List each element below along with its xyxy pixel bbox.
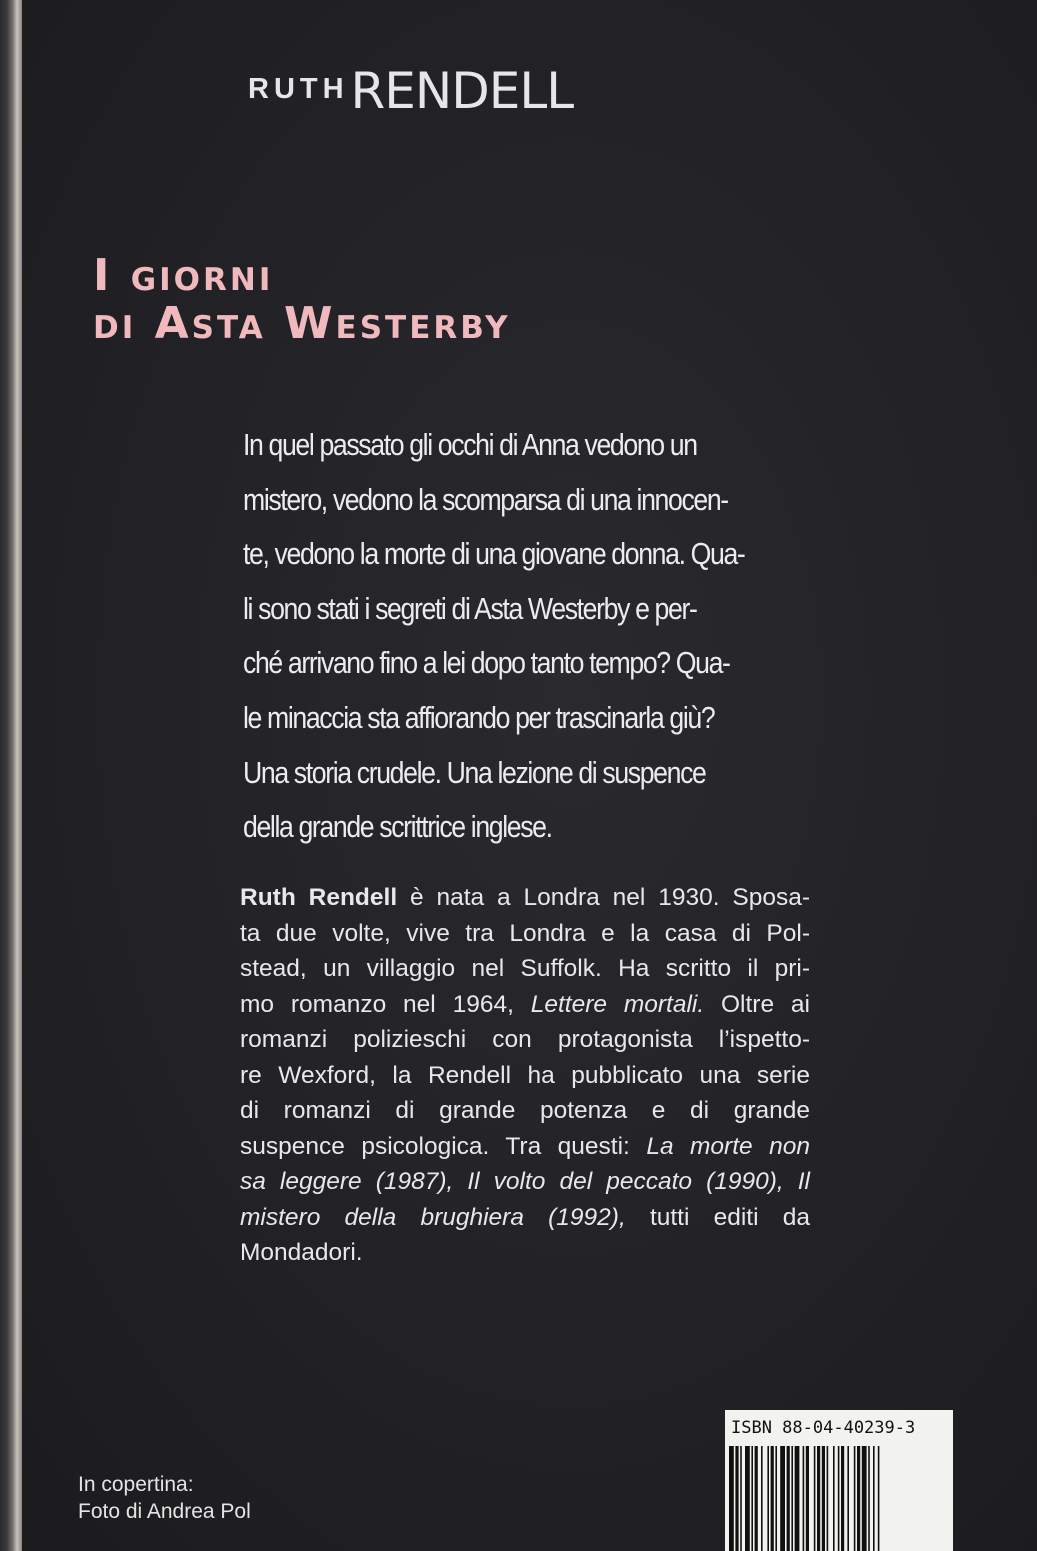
book-title-italic: La morte non bbox=[646, 1132, 810, 1160]
barcode-bar bbox=[814, 1446, 816, 1551]
author-bio bbox=[240, 880, 810, 1271]
blurb-line: della grande scrittrice inglese. bbox=[243, 809, 552, 845]
barcode-bar bbox=[873, 1446, 875, 1551]
book-title bbox=[93, 252, 511, 348]
barcode-bar bbox=[868, 1446, 870, 1551]
barcode-bar bbox=[806, 1446, 809, 1551]
isbn-number: ISBN 88-04-40239-3 bbox=[731, 1418, 916, 1438]
barcode-bar bbox=[857, 1446, 860, 1551]
blurb-line: li sono stati i segreti di Asta Westerby e per- bbox=[243, 590, 697, 626]
barcode-bar bbox=[817, 1446, 820, 1551]
book-title-line-1: I giorni bbox=[93, 250, 274, 301]
barcode-bar bbox=[803, 1446, 805, 1551]
barcode-bar bbox=[751, 1446, 753, 1551]
book-title-line-2: di Asta Westerby bbox=[93, 298, 511, 349]
author-first-name: RUTH bbox=[248, 73, 349, 105]
barcode-bar bbox=[729, 1446, 734, 1551]
barcode-bar bbox=[841, 1446, 844, 1551]
barcode-bar bbox=[833, 1446, 835, 1551]
author-last-name: RENDELL bbox=[350, 62, 574, 120]
barcode-bar bbox=[878, 1446, 880, 1551]
barcode-bar bbox=[761, 1446, 763, 1551]
cover-credits bbox=[78, 1471, 251, 1525]
blurb-line: ché arrivano fino a lei dopo tanto tempo? Qua- bbox=[243, 645, 730, 681]
bio-line: re Wexford, la Rendell ha pubblicato una serie bbox=[240, 1061, 810, 1089]
blurb-line: In quel passato gli occhi di Anna vedono un bbox=[243, 427, 697, 462]
barcode-bar bbox=[745, 1446, 750, 1551]
blurb-text bbox=[243, 418, 813, 855]
blurb-line: Una storia crudele. Una lezione di suspence bbox=[243, 754, 706, 790]
spine-edge bbox=[0, 0, 22, 1551]
barcode-bars bbox=[729, 1446, 949, 1551]
credits-line-1: In copertina: bbox=[78, 1473, 194, 1496]
barcode-sticker bbox=[725, 1410, 953, 1551]
barcode-bar bbox=[838, 1446, 840, 1551]
barcode-bar bbox=[827, 1446, 829, 1551]
bio-line: Mondadori. bbox=[240, 1239, 363, 1266]
bio-line: Ruth Rendell è nata a Londra nel 1930. Sposa- bbox=[240, 884, 810, 911]
book-title-italic: sa leggere (1987), Il volto del peccato (1990), Il bbox=[240, 1168, 810, 1195]
book-title-italic: Lettere mortali. bbox=[530, 990, 705, 1018]
blurb-line: le minaccia sta affiorando per trascinarla giù? bbox=[243, 699, 715, 735]
barcode-bar bbox=[787, 1446, 790, 1551]
bio-line bbox=[240, 1164, 810, 1200]
barcode-bar bbox=[740, 1446, 742, 1551]
credits-line-2: Foto di Andrea Pol bbox=[78, 1500, 251, 1523]
bio-line: di romanzi di grande potenza e di grande bbox=[240, 1097, 810, 1124]
bio-line: mistero della brughiera (1992), tutti editi da bbox=[240, 1203, 810, 1231]
bio-author-name: Ruth Rendell bbox=[240, 884, 398, 911]
bio-line: suspence psicologica. Tra questi: La morte non bbox=[240, 1132, 810, 1160]
barcode-bar bbox=[755, 1446, 758, 1551]
bio-line: stead, un villaggio nel Suffolk. Ha scritto il pri- bbox=[240, 955, 810, 982]
book-title-italic: mistero della brughiera (1992), bbox=[240, 1203, 626, 1231]
blurb-line: te, vedono la morte di una giovane donna. Qua- bbox=[243, 536, 745, 572]
barcode-bar bbox=[735, 1446, 738, 1551]
barcode-bar bbox=[847, 1446, 849, 1551]
barcode-bar bbox=[775, 1446, 777, 1551]
barcode-bar bbox=[771, 1446, 774, 1551]
author-name bbox=[248, 62, 573, 120]
bio-line: ta due volte, vive tra Londra e la casa di Pol- bbox=[240, 919, 810, 947]
bio-line: romanzi polizieschi con protagonista l’ispetto- bbox=[240, 1026, 810, 1053]
blurb-line: mistero, vedono la scomparsa di una innocen- bbox=[243, 481, 728, 517]
barcode-bar bbox=[822, 1446, 825, 1551]
barcode-bar bbox=[780, 1446, 785, 1551]
barcode-bar bbox=[854, 1446, 856, 1551]
barcode-bar bbox=[862, 1446, 867, 1551]
bio-line: mo romanzo nel 1964, Lettere mortali. Oltre ai bbox=[240, 990, 810, 1018]
barcode-bar bbox=[791, 1446, 793, 1551]
barcode-bar bbox=[795, 1446, 800, 1551]
barcode-bar bbox=[767, 1446, 769, 1551]
